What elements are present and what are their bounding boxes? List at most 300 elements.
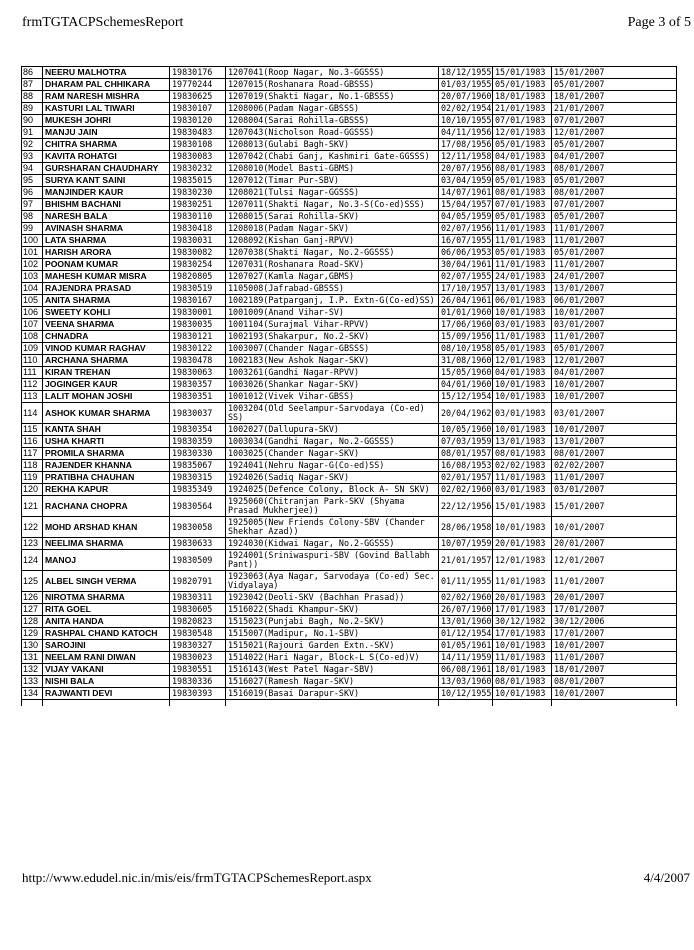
teacher-name-cell: RITA GOEL [43,604,170,616]
acp-date-cell: 24/01/2007 [552,271,677,283]
birth-date-cell: 08/10/1958 [439,343,493,355]
teacher-name-cell: CHNADRA [43,331,170,343]
birth-date-cell: 01/03/1955 [439,79,493,91]
joining-date-cell: 15/01/1983 [493,67,552,79]
serial-number-cell: 114 [22,403,43,424]
employee-id-cell: 19830478 [170,355,226,367]
serial-number-cell: 110 [22,355,43,367]
table-row [22,163,677,175]
teacher-name-cell: REKHA KAPUR [43,484,170,496]
teacher-name-cell: BHISHM BACHANI [43,199,170,211]
footer-date: 4/4/2007 [643,870,690,885]
teacher-name-cell: NEELAM RANI DIWAN [43,652,170,664]
joining-date-cell: 05/01/1983 [493,211,552,223]
employee-id-cell: 19830232 [170,163,226,175]
school-cell: 1002027(Dallupura-SKV) [226,424,439,436]
acp-date-cell: 06/01/2007 [552,295,677,307]
empty-cell [439,700,493,707]
table-row [22,295,677,307]
joining-date-cell: 10/01/1983 [493,517,552,538]
table-row [22,79,677,91]
school-cell: 1207019(Shakti Nagar, No.1-GBSSS) [226,91,439,103]
employee-id-cell: 19830037 [170,403,226,424]
joining-date-cell: 10/01/1983 [493,688,552,700]
employee-id-cell: 19835015 [170,175,226,187]
serial-number-cell: 103 [22,271,43,283]
joining-date-cell: 03/01/1983 [493,484,552,496]
school-cell: 1923042(Deoli-SKV (Bachhan Prasad)) [226,592,439,604]
table-row [22,367,677,379]
empty-cell [170,700,226,707]
serial-number-cell: 123 [22,538,43,550]
serial-number-cell: 133 [22,676,43,688]
birth-date-cell: 18/12/1955 [439,67,493,79]
joining-date-cell: 30/12/1982 [493,616,552,628]
table-row [22,403,677,424]
teacher-name-cell: MUKESH JOHRI [43,115,170,127]
joining-date-cell: 20/01/1983 [493,592,552,604]
table-row [22,484,677,496]
serial-number-cell: 128 [22,616,43,628]
joining-date-cell: 12/01/1983 [493,550,552,571]
employee-id-cell: 19830315 [170,472,226,484]
teacher-name-cell: NISHI BALA [43,676,170,688]
birth-date-cell: 15/09/1956 [439,331,493,343]
serial-number-cell: 111 [22,367,43,379]
teacher-name-cell: PRATIBHA CHAUHAN [43,472,170,484]
joining-date-cell: 03/01/1983 [493,403,552,424]
joining-date-cell: 04/01/1983 [493,367,552,379]
school-cell: 1516022(Shadi Khampur-SKV) [226,604,439,616]
birth-date-cell: 04/11/1956 [439,127,493,139]
serial-number-cell: 93 [22,151,43,163]
school-cell: 1207015(Roshanara Road-GBSSS) [226,79,439,91]
birth-date-cell: 16/08/1953 [439,460,493,472]
joining-date-cell: 18/01/1983 [493,91,552,103]
table-row [22,307,677,319]
birth-date-cell: 10/12/1955 [439,688,493,700]
teacher-name-cell: LATA SHARMA [43,235,170,247]
joining-date-cell: 07/01/1983 [493,199,552,211]
employee-id-cell: 19830330 [170,448,226,460]
serial-number-cell: 112 [22,379,43,391]
teacher-name-cell: NARESH BALA [43,211,170,223]
serial-number-cell: 120 [22,484,43,496]
serial-number-cell: 121 [22,496,43,517]
joining-date-cell: 10/01/1983 [493,379,552,391]
teacher-name-cell: SWEETY KOHLI [43,307,170,319]
table-row [22,259,677,271]
empty-cell [226,700,439,707]
acp-date-cell: 07/01/2007 [552,199,677,211]
table-row [22,271,677,283]
joining-date-cell: 10/01/1983 [493,640,552,652]
teacher-name-cell: ASHOK KUMAR SHARMA [43,403,170,424]
teacher-name-cell: KASTURI LAL TIWARI [43,103,170,115]
acp-date-cell: 13/01/2007 [552,436,677,448]
school-cell: 1207043(Nicholson Road-GGSSS) [226,127,439,139]
acp-date-cell: 10/01/2007 [552,391,677,403]
school-cell: 1003261(Gandhi Nagar-RPVV) [226,367,439,379]
employee-id-cell: 19830122 [170,343,226,355]
page-number: Page 3 of 5 [627,15,691,30]
school-cell: 1207027(Kamla Nagar,GBMS) [226,271,439,283]
birth-date-cell: 22/12/1956 [439,496,493,517]
school-cell: 1207011(Shakti Nagar, No.3-S(Co-ed)SSS) [226,199,439,211]
teacher-name-cell: LALIT MOHAN JOSHI [43,391,170,403]
school-cell: 1003204(Old Seelampur-Sarvodaya (Co-ed) SS) [226,403,439,424]
serial-number-cell: 105 [22,295,43,307]
employee-id-cell: 19830167 [170,295,226,307]
birth-date-cell: 13/03/1960 [439,676,493,688]
birth-date-cell: 03/04/1959 [439,175,493,187]
serial-number-cell: 134 [22,688,43,700]
employee-id-cell: 19830327 [170,640,226,652]
employee-id-cell: 19830357 [170,379,226,391]
joining-date-cell: 10/01/1983 [493,391,552,403]
acp-date-cell: 08/01/2007 [552,163,677,175]
school-cell: 1207041(Roop Nagar, No.3-GGSSS) [226,67,439,79]
teacher-name-cell: USHA KHARTI [43,436,170,448]
school-cell: 1003025(Chander Nagar-SKV) [226,448,439,460]
acp-date-cell: 10/01/2007 [552,688,677,700]
teacher-name-cell: ANITA SHARMA [43,295,170,307]
joining-date-cell: 11/01/1983 [493,235,552,247]
teacher-name-cell: RAJENDRA PRASAD [43,283,170,295]
teacher-name-cell: ANITA HANDA [43,616,170,628]
serial-number-cell: 126 [22,592,43,604]
acp-date-cell: 13/01/2007 [552,283,677,295]
serial-number-cell: 122 [22,517,43,538]
acp-date-cell: 10/01/2007 [552,424,677,436]
empty-cell [493,700,552,707]
joining-date-cell: 21/01/1983 [493,103,552,115]
birth-date-cell: 17/10/1957 [439,283,493,295]
birth-date-cell: 15/05/1960 [439,367,493,379]
acp-date-cell: 11/01/2007 [552,652,677,664]
school-cell: 1002189(Patparganj, I.P. Extn-G(Co-ed)SS) [226,295,439,307]
school-cell: 1924026(Sadiq Nagar-SKV) [226,472,439,484]
serial-number-cell: 95 [22,175,43,187]
joining-date-cell: 13/01/1983 [493,283,552,295]
birth-date-cell: 10/10/1955 [439,115,493,127]
acp-date-cell: 03/01/2007 [552,319,677,331]
acp-date-cell: 12/01/2007 [552,127,677,139]
acp-date-cell: 11/01/2007 [552,472,677,484]
joining-date-cell: 18/01/1983 [493,664,552,676]
joining-date-cell: 12/01/1983 [493,355,552,367]
employee-id-cell: 19830254 [170,259,226,271]
school-cell: 1516143(West Patel Nagar-SBV) [226,664,439,676]
joining-date-cell: 08/01/1983 [493,163,552,175]
serial-number-cell: 115 [22,424,43,436]
serial-number-cell: 108 [22,331,43,343]
school-cell: 1208018(Padam Nagar-SKV) [226,223,439,235]
birth-date-cell: 13/01/1960 [439,616,493,628]
employee-id-cell: 19830120 [170,115,226,127]
table-row [22,223,677,235]
serial-number-cell: 90 [22,115,43,127]
employee-id-cell: 19830509 [170,550,226,571]
report-title: frmTGTACPSchemesReport [22,15,184,30]
school-cell: 1924030(Kidwai Nagar, No.2-GGSSS) [226,538,439,550]
joining-date-cell: 08/01/1983 [493,448,552,460]
birth-date-cell: 02/01/1957 [439,472,493,484]
school-cell: 1515021(Rajouri Garden Extn.-SKV) [226,640,439,652]
birth-date-cell: 01/11/1955 [439,571,493,592]
acp-date-cell: 18/01/2007 [552,664,677,676]
teacher-name-cell: NIROTMA SHARMA [43,592,170,604]
acp-date-cell: 05/01/2007 [552,139,677,151]
birth-date-cell: 14/11/1959 [439,652,493,664]
school-cell: 1002183(New Ashok Nagar-SKV) [226,355,439,367]
acp-date-cell: 04/01/2007 [552,151,677,163]
serial-number-cell: 118 [22,460,43,472]
table-row [22,571,677,592]
table-row [22,472,677,484]
birth-date-cell: 16/07/1955 [439,235,493,247]
table-row [22,331,677,343]
teacher-name-cell: ARCHANA SHARMA [43,355,170,367]
employee-id-cell: 19830063 [170,367,226,379]
acp-date-cell: 10/01/2007 [552,307,677,319]
joining-date-cell: 05/01/1983 [493,175,552,187]
acp-date-cell: 03/01/2007 [552,403,677,424]
birth-date-cell: 10/07/1959 [439,538,493,550]
acp-date-cell: 11/01/2007 [552,331,677,343]
acp-date-cell: 05/01/2007 [552,247,677,259]
acp-date-cell: 11/01/2007 [552,259,677,271]
joining-date-cell: 11/01/1983 [493,223,552,235]
table-row [22,448,677,460]
serial-number-cell: 127 [22,604,43,616]
birth-date-cell: 30/04/1961 [439,259,493,271]
teacher-name-cell: JOGINGER KAUR [43,379,170,391]
school-cell: 1208013(Gulabi Bagh-SKV) [226,139,439,151]
school-cell: 1516019(Basai Darapur-SKV) [226,688,439,700]
school-cell: 1002193(Shakarpur, No.2-SKV) [226,331,439,343]
joining-date-cell: 05/01/1983 [493,139,552,151]
acp-date-cell: 07/01/2007 [552,115,677,127]
acp-date-cell: 20/01/2007 [552,592,677,604]
acp-date-cell: 10/01/2007 [552,379,677,391]
serial-number-cell: 102 [22,259,43,271]
school-cell: 1208015(Sarai Rohilla-SKV) [226,211,439,223]
employee-id-cell: 19830251 [170,199,226,211]
employee-id-cell: 19830418 [170,223,226,235]
table-row [22,247,677,259]
birth-date-cell: 01/05/1961 [439,640,493,652]
joining-date-cell: 06/01/1983 [493,295,552,307]
school-cell: 1207012(Timar Pur-SBV) [226,175,439,187]
school-cell: 1924041(Nehru Nagar-G(Co-ed)SS) [226,460,439,472]
joining-date-cell: 05/01/1983 [493,79,552,91]
birth-date-cell: 14/07/1961 [439,187,493,199]
teacher-name-cell: SAROJINI [43,640,170,652]
serial-number-cell: 119 [22,472,43,484]
school-cell: 1208092(Kishan Ganj-RPVV) [226,235,439,247]
table-row [22,424,677,436]
serial-number-cell: 94 [22,163,43,175]
school-cell: 1208021(Tulsi Nagar-GGSSS) [226,187,439,199]
serial-number-cell: 107 [22,319,43,331]
employee-id-cell: 19830551 [170,664,226,676]
birth-date-cell: 20/07/1956 [439,163,493,175]
acp-date-cell: 08/01/2007 [552,448,677,460]
table-row [22,436,677,448]
employee-id-cell: 19830035 [170,319,226,331]
birth-date-cell: 06/06/1953 [439,247,493,259]
table-row [22,115,677,127]
employee-id-cell: 19830548 [170,628,226,640]
birth-date-cell: 12/11/1958 [439,151,493,163]
table-row [22,235,677,247]
acp-date-cell: 08/01/2007 [552,187,677,199]
table-row [22,355,677,367]
employee-id-cell: 19830107 [170,103,226,115]
school-cell: 1516027(Ramesh Nagar-SKV) [226,676,439,688]
joining-date-cell: 08/01/1983 [493,676,552,688]
serial-number-cell: 129 [22,628,43,640]
joining-date-cell: 11/01/1983 [493,472,552,484]
acp-date-cell: 04/01/2007 [552,367,677,379]
teacher-name-cell: RACHANA CHOPRA [43,496,170,517]
employee-id-cell: 19830058 [170,517,226,538]
serial-number-cell: 117 [22,448,43,460]
school-cell: 1001012(Vivek Vihar-GBSS) [226,391,439,403]
teacher-name-cell: POONAM KUMAR [43,259,170,271]
employee-id-cell: 19770244 [170,79,226,91]
birth-date-cell: 02/02/1954 [439,103,493,115]
birth-date-cell: 02/02/1960 [439,484,493,496]
serial-number-cell: 113 [22,391,43,403]
employee-id-cell: 19830633 [170,538,226,550]
joining-date-cell: 08/01/1983 [493,187,552,199]
serial-number-cell: 86 [22,67,43,79]
school-cell: 1208010(Model Basti-GBMS) [226,163,439,175]
table-row [22,664,677,676]
teacher-name-cell: MAHESH KUMAR MISRA [43,271,170,283]
joining-date-cell: 05/01/1983 [493,247,552,259]
school-cell: 1514022(Hari Nagar, Block-L S(Co-ed)V) [226,652,439,664]
school-cell: 1208004(Sarai Rohilla-GBSSS) [226,115,439,127]
acp-date-cell: 17/01/2007 [552,628,677,640]
joining-date-cell: 11/01/1983 [493,259,552,271]
school-cell: 1924025(Defence Colony, Block A- SN SKV) [226,484,439,496]
table-row [22,319,677,331]
table-row [22,640,677,652]
joining-date-cell: 11/01/1983 [493,652,552,664]
table-row-continuation [22,700,677,707]
acp-date-cell: 17/01/2007 [552,604,677,616]
acp-date-cell: 10/01/2007 [552,640,677,652]
employee-id-cell: 19830083 [170,151,226,163]
acp-date-cell: 12/01/2007 [552,550,677,571]
teacher-name-cell: RAJENDER KHANNA [43,460,170,472]
schemes-table [21,66,677,706]
table-row [22,550,677,571]
school-cell: 1207042(Chabi Ganj, Kashmiri Gate-GGSSS) [226,151,439,163]
table-row [22,379,677,391]
acp-date-cell: 12/01/2007 [552,355,677,367]
joining-date-cell: 12/01/1983 [493,127,552,139]
acp-date-cell: 11/01/2007 [552,571,677,592]
school-cell: 1003007(Chander Nagar-GBSSS) [226,343,439,355]
employee-id-cell: 19830336 [170,676,226,688]
teacher-name-cell: CHITRA SHARMA [43,139,170,151]
teacher-name-cell: PROMILA SHARMA [43,448,170,460]
serial-number-cell: 130 [22,640,43,652]
employee-id-cell: 19835349 [170,484,226,496]
teacher-name-cell: HARISH ARORA [43,247,170,259]
birth-date-cell: 31/08/1960 [439,355,493,367]
acp-date-cell: 03/01/2007 [552,484,677,496]
employee-id-cell: 19830393 [170,688,226,700]
school-cell: 1925060(Chitranjan Park-SKV (Shyama Prasad Mukherjee)) [226,496,439,517]
serial-number-cell: 116 [22,436,43,448]
table-row [22,151,677,163]
table-row [22,175,677,187]
table-row [22,604,677,616]
employee-id-cell: 19830359 [170,436,226,448]
school-cell: 1923063(Aya Nagar, Sarvodaya (Co-ed) Sec. Vidyalaya) [226,571,439,592]
birth-date-cell: 07/03/1959 [439,436,493,448]
birth-date-cell: 21/01/1957 [439,550,493,571]
employee-id-cell: 19830625 [170,91,226,103]
school-cell: 1001009(Anand Vihar-SV) [226,307,439,319]
employee-id-cell: 19830176 [170,67,226,79]
teacher-name-cell: SURYA KANT SAINI [43,175,170,187]
birth-date-cell: 15/04/1957 [439,199,493,211]
table-row [22,628,677,640]
table-row [22,103,677,115]
table-row [22,127,677,139]
employee-id-cell: 19830110 [170,211,226,223]
serial-number-cell: 101 [22,247,43,259]
school-cell: 1515023(Punjabi Bagh, No.2-SKV) [226,616,439,628]
teacher-name-cell: VINOD KUMAR RAGHAV [43,343,170,355]
birth-date-cell: 26/04/1961 [439,295,493,307]
acp-date-cell: 15/01/2007 [552,67,677,79]
acp-date-cell: 21/01/2007 [552,103,677,115]
birth-date-cell: 04/05/1959 [439,211,493,223]
joining-date-cell: 10/01/1983 [493,424,552,436]
employee-id-cell: 19830108 [170,139,226,151]
table-row [22,211,677,223]
empty-cell [22,700,43,707]
teacher-name-cell: KAVITA ROHATGI [43,151,170,163]
birth-date-cell: 17/06/1960 [439,319,493,331]
school-cell: 1208006(Padam Nagar-GBSSS) [226,103,439,115]
birth-date-cell: 02/07/1955 [439,271,493,283]
serial-number-cell: 104 [22,283,43,295]
employee-id-cell: 19830605 [170,604,226,616]
serial-number-cell: 106 [22,307,43,319]
employee-id-cell: 19830082 [170,247,226,259]
acp-date-cell: 02/02/2007 [552,460,677,472]
employee-id-cell: 19835067 [170,460,226,472]
serial-number-cell: 89 [22,103,43,115]
employee-id-cell: 19820805 [170,271,226,283]
joining-date-cell: 24/01/1983 [493,271,552,283]
birth-date-cell: 06/08/1961 [439,664,493,676]
birth-date-cell: 01/01/1960 [439,307,493,319]
joining-date-cell: 11/01/1983 [493,571,552,592]
birth-date-cell: 02/07/1956 [439,223,493,235]
table-row [22,343,677,355]
serial-number-cell: 100 [22,235,43,247]
school-cell: 1105008(Jafrabad-GBSSS) [226,283,439,295]
